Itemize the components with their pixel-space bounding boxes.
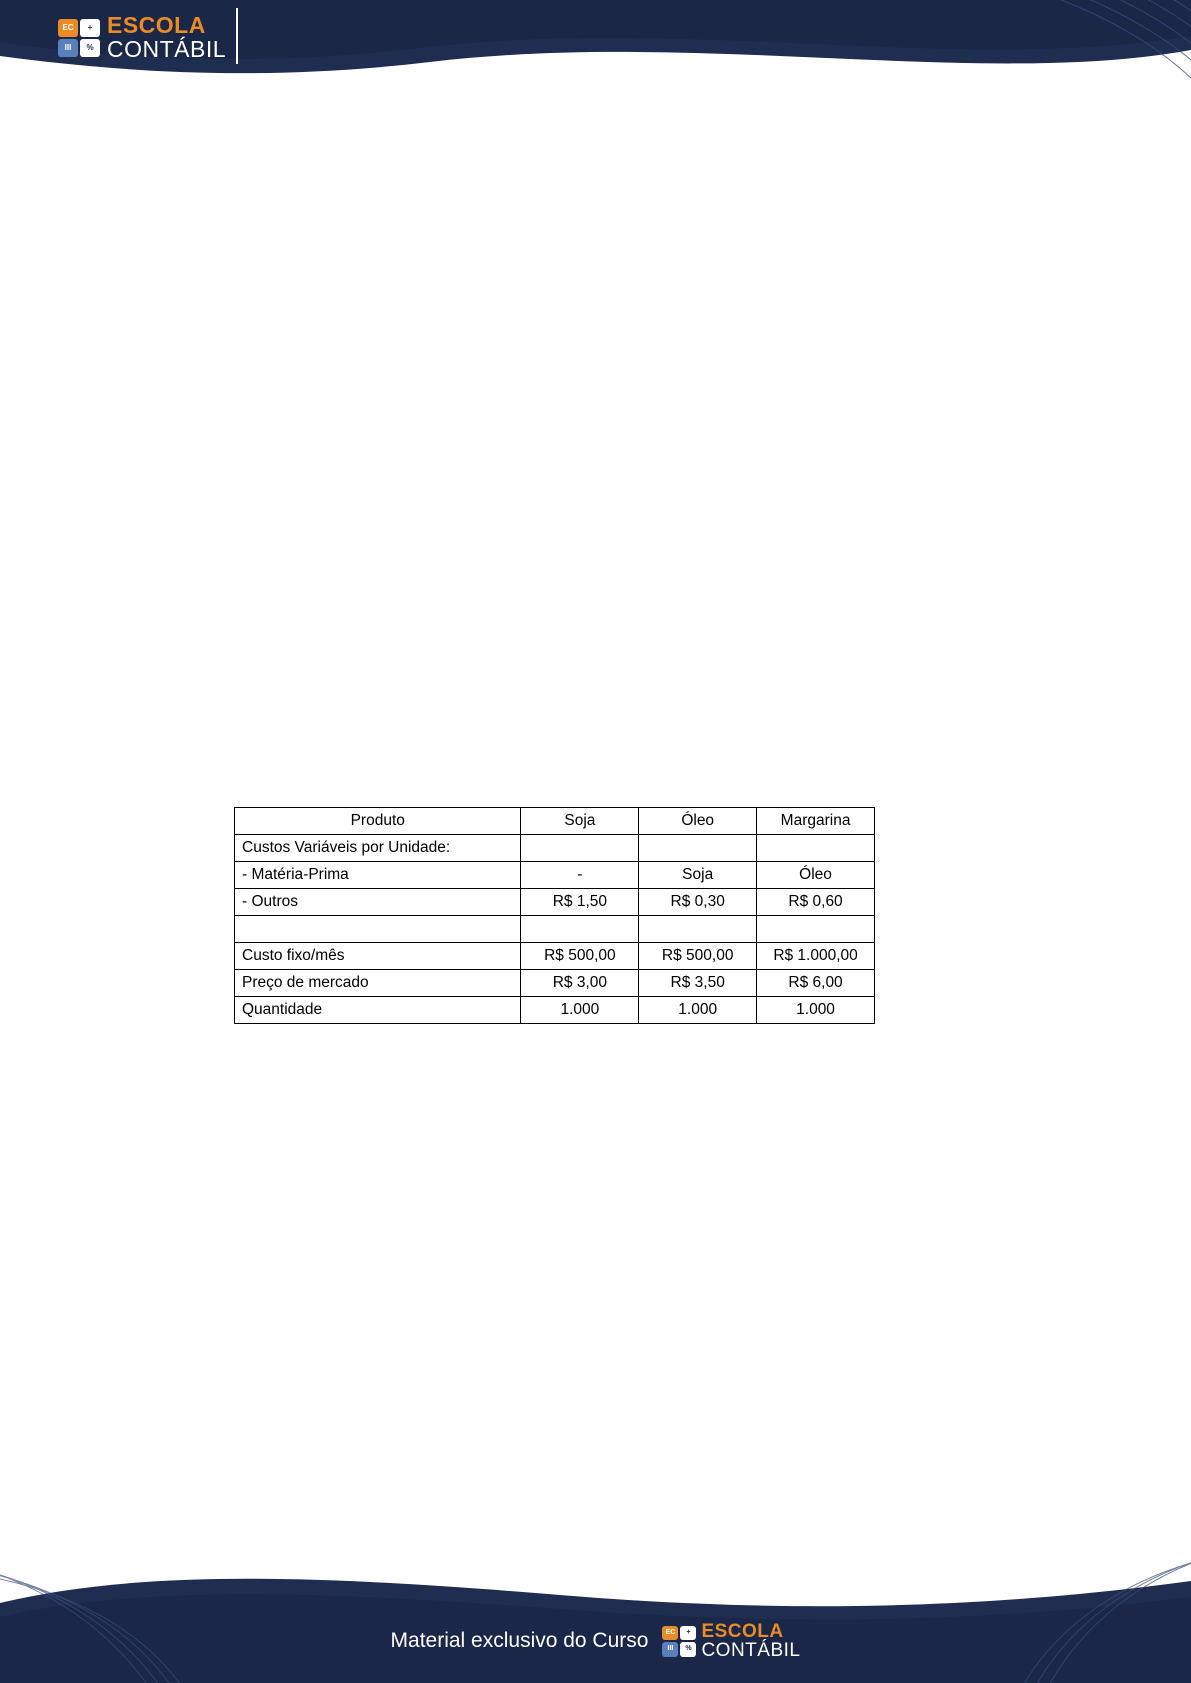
logo-word-contabil: CONTÁBIL <box>701 1640 801 1662</box>
column-header-soja: Soja <box>521 808 639 835</box>
row-label: Custos Variáveis por Unidade: <box>235 835 521 862</box>
row-value-soja <box>521 916 639 943</box>
logo-wordmark <box>701 1622 800 1662</box>
row-label: - Matéria-Prima <box>235 862 521 889</box>
footer-background-shape <box>0 1543 1191 1683</box>
row-value-soja <box>521 835 639 862</box>
table-row <box>235 997 875 1024</box>
logo-wordmark <box>107 14 226 62</box>
logo-tile-ec: EC <box>662 1626 678 1641</box>
row-value-oleo <box>639 835 757 862</box>
logo-tile-percent: % <box>680 1642 696 1657</box>
row-value-oleo <box>639 916 757 943</box>
row-value-soja: R$ 3,00 <box>521 970 639 997</box>
table-row <box>235 970 875 997</box>
row-value-soja: R$ 500,00 <box>521 943 639 970</box>
logo-tile-percent: % <box>80 39 100 57</box>
logo-tile-bars: III <box>662 1642 678 1657</box>
row-label: Custo fixo/mês <box>235 943 521 970</box>
table-row <box>235 943 875 970</box>
column-header-margarina: Margarina <box>757 808 875 835</box>
logo-word-contabil: CONTÁBIL <box>107 35 227 62</box>
footer-content <box>0 1622 1191 1662</box>
row-value-oleo: R$ 500,00 <box>639 943 757 970</box>
row-value-oleo: R$ 0,30 <box>639 889 757 916</box>
table-header-row <box>235 808 875 835</box>
row-value-soja: R$ 1,50 <box>521 889 639 916</box>
row-value-soja: 1.000 <box>521 997 639 1024</box>
logo-tile-ec: EC <box>58 19 78 37</box>
row-value-margarina: R$ 6,00 <box>757 970 875 997</box>
row-label: Quantidade <box>235 997 521 1024</box>
row-value-margarina: 1.000 <box>757 997 875 1024</box>
logo-word-escola: ESCOLA <box>107 12 206 38</box>
page-header <box>0 0 1191 88</box>
row-label: Preço de mercado <box>235 970 521 997</box>
row-label <box>235 916 521 943</box>
logo-tile-plus: + <box>80 19 100 37</box>
table-row <box>235 889 875 916</box>
footer-text: Material exclusivo do Curso <box>390 1629 649 1653</box>
calculator-icon <box>58 19 100 57</box>
column-header-produto: Produto <box>235 808 521 835</box>
table-row <box>235 835 875 862</box>
row-value-oleo: R$ 3,50 <box>639 970 757 997</box>
row-value-margarina: R$ 0,60 <box>757 889 875 916</box>
page-footer <box>0 1543 1191 1683</box>
row-value-margarina: R$ 1.000,00 <box>757 943 875 970</box>
header-logo <box>58 14 226 62</box>
cost-table-container <box>234 807 875 1024</box>
row-value-margarina <box>757 835 875 862</box>
table-spacer-row <box>235 916 875 943</box>
row-value-margarina <box>757 916 875 943</box>
header-vertical-divider <box>236 8 238 64</box>
calculator-icon <box>662 1626 696 1657</box>
row-value-oleo: Soja <box>639 862 757 889</box>
row-value-oleo: 1.000 <box>639 997 757 1024</box>
row-value-margarina: Óleo <box>757 862 875 889</box>
table-row <box>235 862 875 889</box>
logo-tile-plus: + <box>680 1626 696 1641</box>
logo-tile-bars: III <box>58 39 78 57</box>
column-header-oleo: Óleo <box>639 808 757 835</box>
row-value-soja: - <box>521 862 639 889</box>
logo-word-escola: ESCOLA <box>701 1620 784 1642</box>
footer-logo <box>662 1622 800 1662</box>
cost-table <box>234 807 875 1024</box>
row-label: - Outros <box>235 889 521 916</box>
